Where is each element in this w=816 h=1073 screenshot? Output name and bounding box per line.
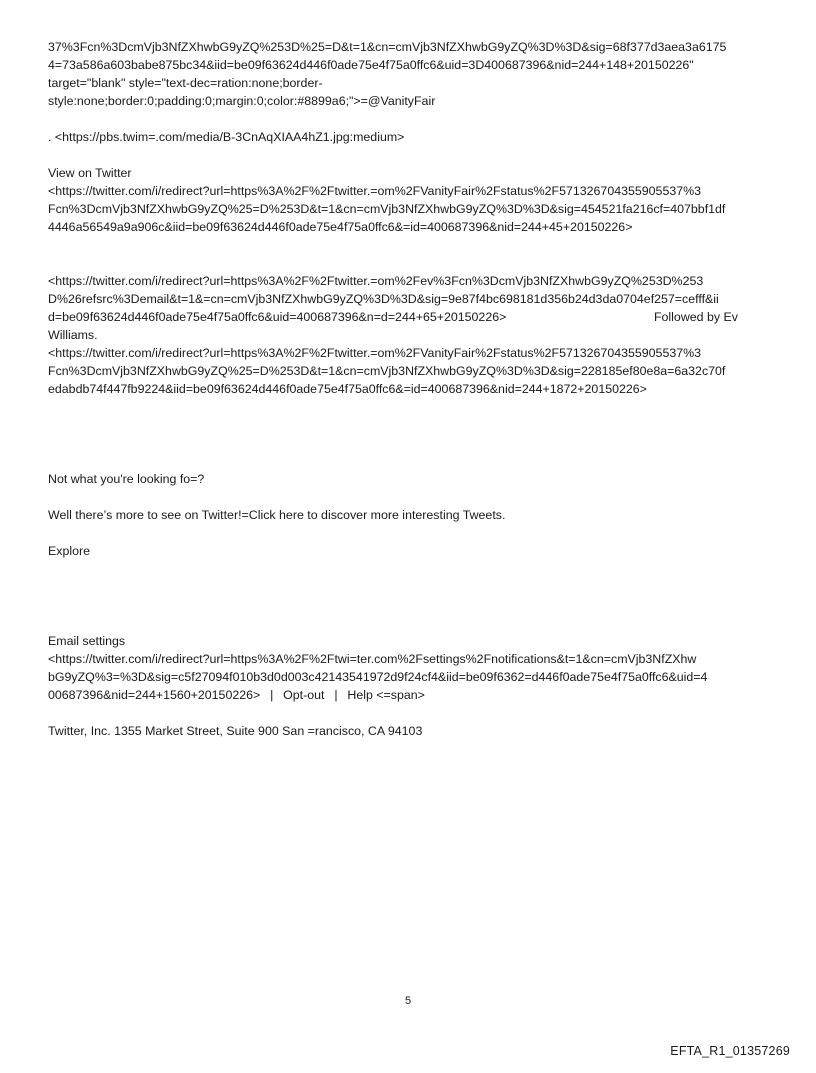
url-line: <https://twitter.com/i/redirect?url=https%3A%2F%2Ftwitter.=om%2FVanityFair%2Fstatus%2F571326704355905537%3 — [48, 346, 702, 360]
url-line: 4=73a586a603babe875bc34&iid=be09f63624d446f0ade75e4f75a0ffc6&uid=3D400687396&nid=244+148+20150226" — [48, 58, 694, 72]
image-link: . <https://pbs.twim=.com/media/B-3CnAqXIAA4hZ1.jpg:medium> — [48, 130, 405, 144]
url-line: style:none;border:0;padding:0;margin:0;color:#8899a6;">=@VanityFair — [48, 94, 436, 108]
url-line: Fcn%3DcmVjb3NfZXhwbG9yZQ%25=D%253D&t=1&cn=cmVjb3NfZXhwbG9yZQ%3D%3D&sig=454521fa216cf=407bbf1df — [48, 202, 726, 216]
not-looking-text: Not what you're looking fo=? — [48, 472, 205, 486]
bates-number: EFTA_R1_01357269 — [670, 1044, 790, 1058]
view-on-twitter-label: View on Twitter — [48, 166, 132, 180]
url-line: 4446a56549a9a906c&iid=be09f63624d446f0ade75e4f75a0ffc6&=id=400687396&nid=244+45+20150226> — [48, 220, 633, 234]
url-line: bG9yZQ%3=%3D&sig=c5f27094f010b3d0d003c42143541972d9f24cf4&iid=be09f6362=d446f0ade75e4f75a0ffc6&uid=4 — [48, 670, 708, 684]
separator: | — [270, 688, 274, 702]
url-line: D%26refsrc%3Demail&t=1&=cn=cmVjb3NfZXhwbG9yZQ%3D%3D&sig=9e87f4bc698181d356b24d3da0704ef257=cefff&ii — [48, 292, 719, 306]
followed-by-name: Williams. — [48, 328, 98, 342]
email-footer-links — [48, 686, 778, 704]
url-line: Fcn%3DcmVjb3NfZXhwbG9yZQ%25=D%253D&t=1&cn=cmVjb3NfZXhwbG9yZQ%3D%3D&sig=228185ef80e8a=6a32c70f — [48, 364, 726, 378]
url-line: 37%3Fcn%3DcmVjb3NfZXhwbG9yZQ%253D%25=D&t=1&cn=cmVjb3NfZXhwbG9yZQ%3D%3D&sig=68f377d3aea3a6175 — [48, 40, 727, 54]
url-line: <https://twitter.com/i/redirect?url=https%3A%2F%2Ftwitter.=om%2FVanityFair%2Fstatus%2F571326704355905537%3 — [48, 184, 702, 198]
opt-out-link[interactable]: Opt-out — [283, 688, 325, 702]
url-line: <https://twitter.com/i/redirect?url=https%3A%2F%2Ftwitter.=om%2Fev%3Fcn%3DcmVjb3NfZXhwbG9yZQ%253D%253 — [48, 274, 704, 288]
more-to-see-text: Well there’s more to see on Twitter!=Click here to discover more interesting Tweets. — [48, 508, 506, 522]
followed-by-label: Followed by Ev — [653, 310, 738, 324]
url-line: target="blank" style="text-dec=ration:none;border- — [48, 76, 323, 90]
company-address: Twitter, Inc. 1355 Market Street, Suite 900 San =rancisco, CA 94103 — [48, 724, 423, 738]
explore-link[interactable]: Explore — [48, 544, 91, 558]
help-link[interactable]: Help <=span> — [347, 688, 425, 702]
url-fragment: 00687396&nid=244+1560+20150226> — [48, 688, 261, 702]
url-line: <https://twitter.com/i/redirect?url=https%3A%2F%2Ftwi=ter.com%2Fsettings%2Fnotifications&t=1&cn=cmVjb3NfZXhw — [48, 652, 697, 666]
separator: | — [334, 688, 338, 702]
page-number: 5 — [404, 995, 412, 1007]
email-body — [48, 38, 778, 740]
url-line: edabdb74f447fb9224&iid=be09f63624d446f0ade75e4f75a0ffc6&=id=400687396&nid=244+1872+20150226> — [48, 382, 647, 396]
url-fragment: d=be09f63624d446f0ade75e4f75a0ffc6&uid=400687396&n=d=244+65+20150226> — [48, 310, 507, 324]
url-line — [48, 308, 778, 326]
email-settings-label: Email settings — [48, 634, 126, 648]
